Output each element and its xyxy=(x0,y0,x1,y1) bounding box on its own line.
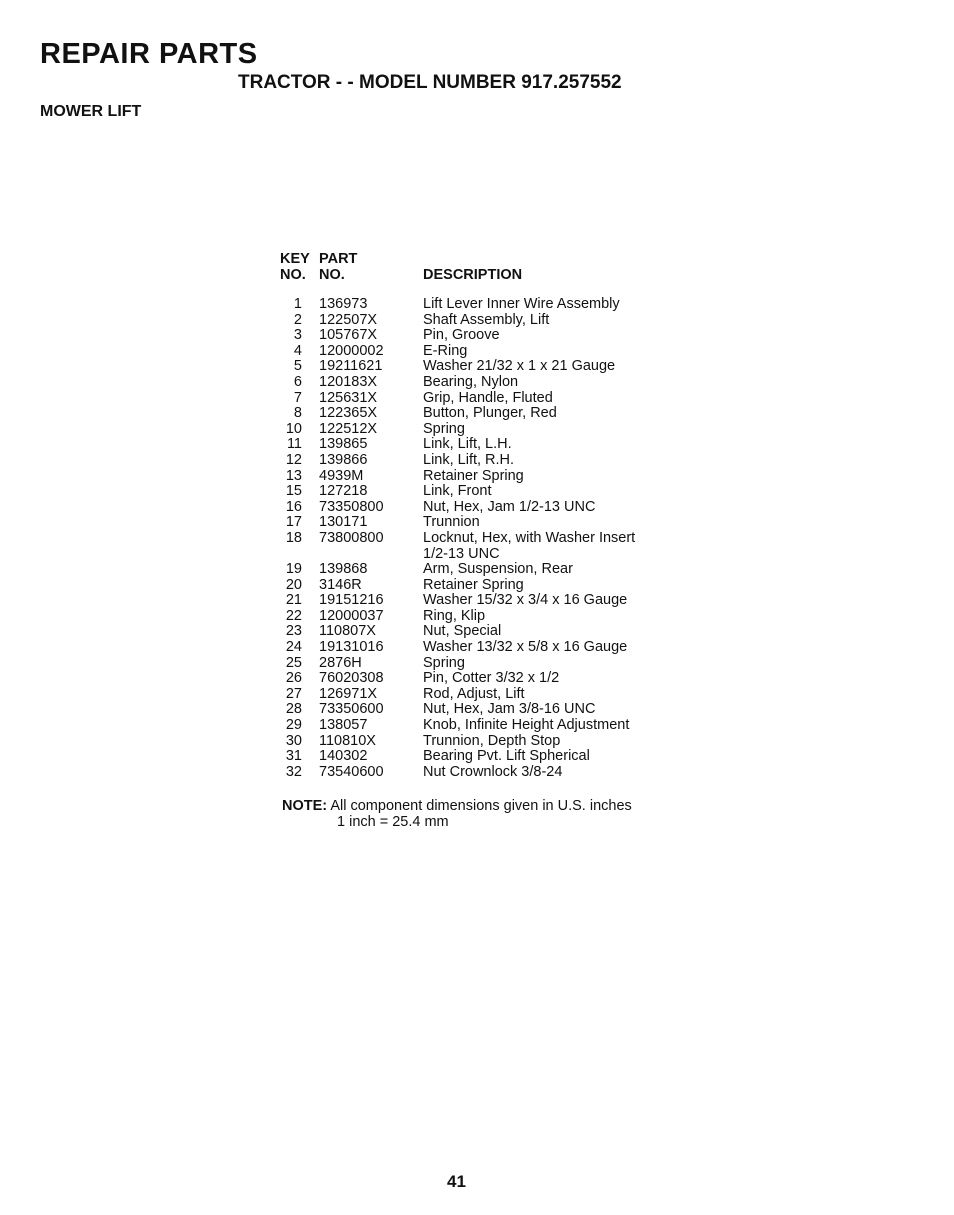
table-row xyxy=(280,375,673,391)
part-no-cell: 19211621 xyxy=(319,358,383,375)
part-no-cell: 138057 xyxy=(319,717,368,734)
part-no-cell: 73350600 xyxy=(319,701,384,718)
part-no-cell: 130171 xyxy=(319,514,368,531)
table-row xyxy=(280,718,673,734)
table-row xyxy=(280,687,673,703)
description-cell xyxy=(423,702,673,718)
table-row xyxy=(280,344,673,360)
table-row xyxy=(280,328,673,344)
part-no-cell: 19151216 xyxy=(319,592,384,609)
key-no-cell: 30 xyxy=(285,732,302,749)
key-no-cell: 18 xyxy=(285,529,302,546)
key-no-cell: 23 xyxy=(285,623,302,640)
part-no-cell: 73350800 xyxy=(319,498,384,515)
key-no-cell: 15 xyxy=(285,483,302,500)
description-cell xyxy=(423,562,673,578)
description-cell xyxy=(423,328,673,344)
note-line2: 1 inch = 25.4 mm xyxy=(337,814,449,830)
description-text: Ring, Klip xyxy=(423,607,486,624)
description-cell xyxy=(423,406,673,422)
part-no-cell: 3146R xyxy=(319,576,362,593)
description-cell xyxy=(423,749,673,765)
part-no-cell: 2876H xyxy=(319,654,362,671)
table-row xyxy=(280,562,673,578)
model-subtitle: TRACTOR - - MODEL NUMBER 917.257552 xyxy=(238,72,622,93)
table-row xyxy=(280,453,673,469)
table-row xyxy=(280,609,673,625)
key-no-cell: 28 xyxy=(285,701,302,718)
description-text: Grip, Handle, Fluted xyxy=(423,389,553,406)
description-cell xyxy=(423,515,673,531)
description-cell xyxy=(423,624,673,640)
description-text-continued: 1/2-13 UNC xyxy=(423,545,500,562)
part-no-cell: 139868 xyxy=(319,561,368,578)
part-no-cell: 125631X xyxy=(319,389,378,406)
key-no-cell: 2 xyxy=(293,311,302,328)
description-cell xyxy=(423,531,673,562)
note-block xyxy=(282,798,632,830)
key-no-cell: 17 xyxy=(285,514,302,531)
description-text: Link, Front xyxy=(423,483,492,500)
key-no-cell: 13 xyxy=(285,467,302,484)
table-row xyxy=(280,531,673,562)
description-text: Locknut, Hex, with Washer Insert xyxy=(423,529,636,546)
description-text: Washer 15/32 x 3/4 x 16 Gauge xyxy=(423,592,628,609)
part-no-cell: 139866 xyxy=(319,451,368,468)
description-text: Nut, Hex, Jam 3/8-16 UNC xyxy=(423,701,596,718)
part-no-cell: 73540600 xyxy=(319,763,384,780)
description-cell xyxy=(423,671,673,687)
table-row xyxy=(280,297,673,313)
part-no-cell: 126971X xyxy=(319,685,378,702)
description-text: Trunnion, Depth Stop xyxy=(423,732,561,749)
note-label: NOTE: xyxy=(282,798,328,814)
description-text: Retainer Spring xyxy=(423,467,524,484)
description-text: Link, Lift, R.H. xyxy=(423,451,515,468)
key-no-cell: 22 xyxy=(285,607,302,624)
description-cell xyxy=(423,359,673,375)
description-text: Washer 13/32 x 5/8 x 16 Gauge xyxy=(423,639,628,656)
part-no-cell: 120183X xyxy=(319,373,378,390)
table-row xyxy=(280,624,673,640)
description-cell xyxy=(423,437,673,453)
table-row xyxy=(280,749,673,765)
description-cell xyxy=(423,484,673,500)
part-no-cell: 139865 xyxy=(319,436,368,453)
key-no-cell: 26 xyxy=(285,670,302,687)
table-row xyxy=(280,702,673,718)
description-cell xyxy=(423,718,673,734)
description-text: Bearing, Nylon xyxy=(423,373,519,390)
description-cell xyxy=(423,500,673,516)
description-cell xyxy=(423,593,673,609)
part-no-cell: 12000037 xyxy=(319,607,384,624)
table-row xyxy=(280,515,673,531)
part-no-cell: 76020308 xyxy=(319,670,384,687)
key-no-cell: 10 xyxy=(285,420,302,437)
description-cell xyxy=(423,609,673,625)
table-row xyxy=(280,469,673,485)
table-row xyxy=(280,313,673,329)
description-text: Nut Crownlock 3/8-24 xyxy=(423,763,563,780)
description-cell xyxy=(423,391,673,407)
table-row xyxy=(280,359,673,375)
part-no-cell: 122507X xyxy=(319,311,378,328)
part-no-cell: 110810X xyxy=(319,732,376,749)
key-no-cell: 6 xyxy=(293,373,302,390)
part-no-cell: 4939M xyxy=(319,467,364,484)
part-no-cell: 136973 xyxy=(319,296,368,312)
description-text: Button, Plunger, Red xyxy=(423,405,557,422)
description-text: Nut, Special xyxy=(423,623,502,640)
table-row xyxy=(280,656,673,672)
part-header-line1: PART xyxy=(319,251,358,267)
key-no-cell: 32 xyxy=(285,763,302,780)
table-row xyxy=(280,671,673,687)
key-no-cell: 4 xyxy=(293,342,302,359)
description-text: Link, Lift, L.H. xyxy=(423,436,512,453)
description-cell xyxy=(423,687,673,703)
description-cell xyxy=(423,422,673,438)
part-no-cell: 105767X xyxy=(319,327,378,344)
description-text: Rod, Adjust, Lift xyxy=(423,685,525,702)
description-text: Retainer Spring xyxy=(423,576,524,593)
parts-table xyxy=(280,251,673,780)
note-line1: All component dimensions given in U.S. inches xyxy=(330,798,632,814)
part-no-cell: 122365X xyxy=(319,405,378,422)
key-no-cell: 7 xyxy=(293,389,302,406)
description-text: Knob, Infinite Height Adjustment xyxy=(423,717,630,734)
key-no-cell: 27 xyxy=(285,685,302,702)
description-text: Trunnion xyxy=(423,514,480,531)
page-title: REPAIR PARTS xyxy=(40,38,258,70)
description-cell xyxy=(423,297,673,313)
key-no-cell: 21 xyxy=(285,592,302,609)
table-row xyxy=(280,391,673,407)
key-no-cell: 25 xyxy=(285,654,302,671)
key-header-line2: NO. xyxy=(280,267,306,283)
key-no-cell: 31 xyxy=(285,748,302,765)
table-row xyxy=(280,406,673,422)
description-cell xyxy=(423,313,673,329)
parts-table-body xyxy=(280,297,673,780)
table-row xyxy=(280,500,673,516)
table-row xyxy=(280,578,673,594)
part-no-cell: 73800800 xyxy=(319,529,384,546)
part-header-line2: NO. xyxy=(319,267,345,283)
description-text: Spring xyxy=(423,420,465,437)
key-no-header xyxy=(280,251,319,297)
part-no-cell: 19131016 xyxy=(319,639,384,656)
key-no-cell: 1 xyxy=(293,296,302,312)
description-cell xyxy=(423,765,673,781)
description-text: E-Ring xyxy=(423,342,468,359)
description-cell xyxy=(423,578,673,594)
table-row xyxy=(280,734,673,750)
description-text: Arm, Suspension, Rear xyxy=(423,561,573,578)
table-row xyxy=(280,593,673,609)
description-text: Bearing Pvt. Lift Spherical xyxy=(423,748,590,765)
key-no-cell: 29 xyxy=(285,717,302,734)
table-row xyxy=(280,484,673,500)
description-cell xyxy=(423,375,673,391)
key-no-cell: 16 xyxy=(285,498,302,515)
description-text: Nut, Hex, Jam 1/2-13 UNC xyxy=(423,498,596,515)
key-header-line1: KEY xyxy=(280,251,310,267)
description-header: DESCRIPTION xyxy=(423,267,523,283)
part-no-cell: 110807X xyxy=(319,623,376,640)
table-row xyxy=(280,422,673,438)
key-no-cell: 3 xyxy=(293,327,302,344)
part-no-cell: 122512X xyxy=(319,420,378,437)
description-text: Shaft Assembly, Lift xyxy=(423,311,550,328)
key-no-cell: 24 xyxy=(285,639,302,656)
part-no-cell: 127218 xyxy=(319,483,368,500)
part-no-cell: 140302 xyxy=(319,748,368,765)
key-no-cell: 11 xyxy=(286,436,302,453)
key-no-cell: 12 xyxy=(285,451,302,468)
description-cell xyxy=(423,344,673,360)
key-no-cell: 19 xyxy=(285,561,302,578)
key-no-cell: 5 xyxy=(293,358,302,375)
part-no-cell: 12000002 xyxy=(319,342,384,359)
table-row xyxy=(280,640,673,656)
description-cell xyxy=(423,734,673,750)
description-text: Pin, Cotter 3/32 x 1/2 xyxy=(423,670,560,687)
table-row xyxy=(280,765,673,781)
description-text: Lift Lever Inner Wire Assembly xyxy=(423,296,620,312)
table-header-row xyxy=(280,251,673,297)
description-cell xyxy=(423,453,673,469)
description-cell xyxy=(423,640,673,656)
key-no-cell: 20 xyxy=(285,576,302,593)
page-number: 41 xyxy=(447,1172,466,1191)
description-text: Washer 21/32 x 1 x 21 Gauge xyxy=(423,358,616,375)
description-text: Pin, Groove xyxy=(423,327,500,344)
description-cell xyxy=(423,656,673,672)
section-heading: MOWER LIFT xyxy=(40,103,142,120)
key-no-cell: 8 xyxy=(293,405,302,422)
table-row xyxy=(280,437,673,453)
description-text: Spring xyxy=(423,654,465,671)
part-no-header xyxy=(319,251,423,297)
description-cell xyxy=(423,469,673,485)
